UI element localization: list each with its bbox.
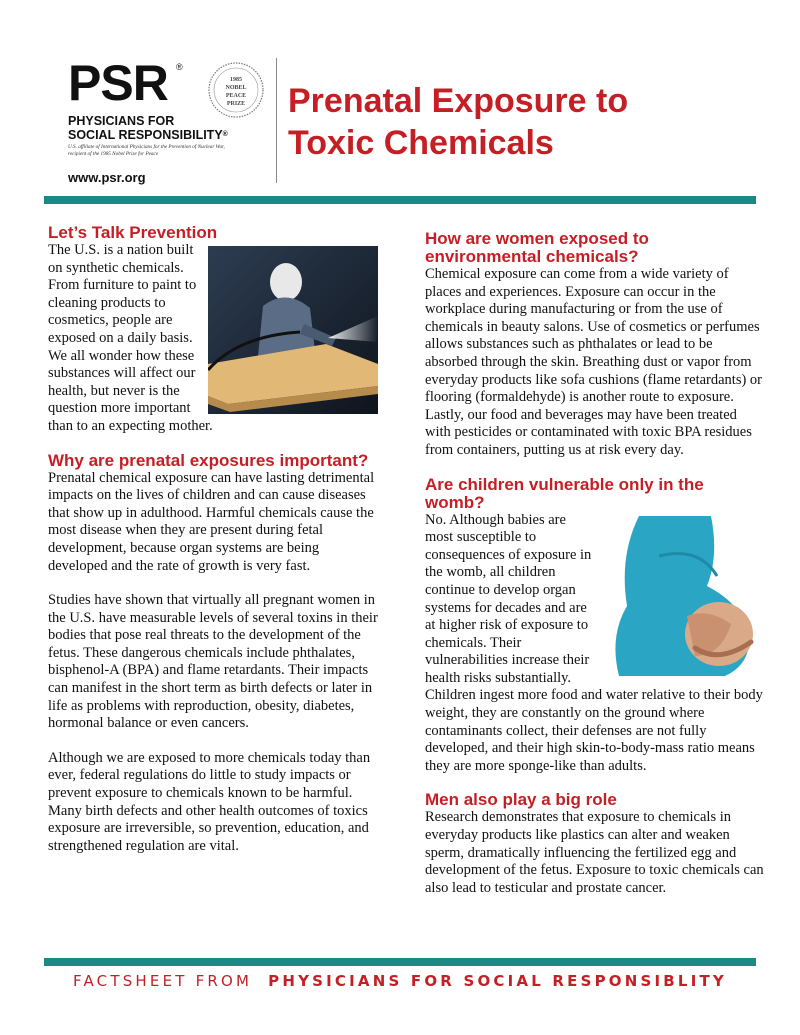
org-url[interactable]: www.psr.org bbox=[68, 170, 146, 185]
paragraph-intro: The U.S. is a nation built on synthetic chemicals. From furniture to paint to cleaning products to cosmetics, people are exposed on a daily basis. We all wonder how these substances will affect our health, but never is the question more important than to an expecting mother. bbox=[48, 242, 213, 434]
seal-year: 1985 bbox=[230, 77, 242, 83]
nobel-seal-icon bbox=[206, 60, 266, 120]
title-line2: Toxic Chemicals bbox=[288, 124, 554, 162]
page-title bbox=[288, 80, 628, 164]
tagline-line1: U.S. affiliate of International Physicians for the Prevention of Nuclear War, bbox=[68, 144, 225, 150]
seal-peace: PEACE bbox=[225, 93, 247, 99]
left-column bbox=[48, 224, 378, 855]
paragraph-men-role: Research demonstrates that exposure to chemicals in everyday products like plastics can alter and weaken sperm, dramatically influencing the fertilized egg and development of the fetus. Exposure to toxic chemicals can also lead to testicular and prostate cancer. bbox=[425, 809, 764, 896]
paragraph-children-vulnerable: No. Although babies are most susceptible to consequences of exposure in the womb, all children continue to develop organ systems for decades and are at higher risk of exposure to chemicals. Their vulnerabilities increase their health risks substantially. Children ingest more food and water relative to their body weight, they are constantly on the ground where contaminants collect, their defenses are not fully developed, and their high skin-to-body-mass ratio means they are more sponge-like than adults. bbox=[425, 511, 763, 774]
seal-prize: PRIZE bbox=[226, 101, 246, 107]
paragraph-why-prenatal-1: Prenatal chemical exposure can have lasting detrimental impacts on the lives of children and can cause diseases that show up in adulthood. Harmful chemicals cause the most disease when they are present during fetal development, because organ systems are being developed and the rate of growth is very fast. bbox=[48, 469, 375, 574]
heading-women-exposed: How are women exposed to environmental chemicals? bbox=[425, 229, 649, 266]
org-name bbox=[68, 114, 228, 142]
logo-registered: ® bbox=[176, 62, 183, 72]
heading-lets-talk-prevention: Let’s Talk Prevention bbox=[48, 223, 218, 242]
org-registered: ® bbox=[222, 131, 228, 138]
heading-why-prenatal: Why are prenatal exposures important? bbox=[48, 450, 369, 470]
header-divider bbox=[276, 58, 277, 183]
title-line1: Prenatal Exposure to bbox=[288, 82, 629, 120]
logo-mark: PSR bbox=[68, 55, 168, 111]
footer-prefix: FACTSHEET FROM bbox=[73, 972, 253, 990]
psr-logo bbox=[68, 55, 273, 188]
heading-men-role: Men also play a big role bbox=[425, 790, 617, 810]
pregnant-woman-photo bbox=[599, 516, 777, 676]
paragraph-why-prenatal-2: Studies have shown that virtually all pregnant women in the U.S. have measurable levels of several toxins in their bodies that pose real threats to the development of the fetus. These dangerous chemicals include phthalates, bisphenol-A (BPA) and flame retardants. Their impacts can manifest in the short term as birth defects or later in life as problems with reproduction, obesity, diabetes, hormonal balance or even cancers. bbox=[48, 592, 378, 732]
footer-text bbox=[0, 972, 800, 990]
top-rule bbox=[44, 196, 756, 204]
heading-children-vulnerable: Are children vulnerable only in the womb? bbox=[425, 474, 704, 512]
paragraph-women-exposed: Chemical exposure can come from a wide variety of places and experiences. Exposure can occur in the workplace during manufacturing or from the use of chemicals in beauty salons. Use of cosmetics or perfumes allows substances such as phthalates or lead to be absorbed through the skin. Breathing dust or vapor from everyday products like sofa cushions (flame retardants) or flooring (formaldehyde) is another route to exposure. Lastly, our food and beverages may have been treated with pesticides or contaminated with toxic BPA residues from containers, putting us at risk every day. bbox=[425, 266, 763, 458]
footer-org: PHYSICIANS FOR SOCIAL RESPONSIBLITY bbox=[268, 972, 727, 990]
right-column bbox=[425, 230, 765, 897]
org-name-line2: SOCIAL RESPONSIBILITY bbox=[68, 128, 223, 142]
worker-spraying-wood-photo bbox=[208, 246, 378, 414]
paragraph-why-prenatal-3: Although we are exposed to more chemicals today than ever, federal regulations do little to study impacts or prevent exposure to chemicals known to be harmful. Many birth defects and other health outcomes of toxics exposure are irreversible, so prevention, education, and strengthened regulation are vital. bbox=[48, 749, 371, 854]
org-name-line1: PHYSICIANS FOR bbox=[68, 114, 175, 128]
org-tagline bbox=[68, 144, 225, 158]
seal-nobel: NOBEL bbox=[225, 85, 247, 91]
bottom-rule bbox=[44, 958, 756, 966]
tagline-line2: recipient of the 1985 Nobel Prize for Peace bbox=[68, 151, 159, 157]
